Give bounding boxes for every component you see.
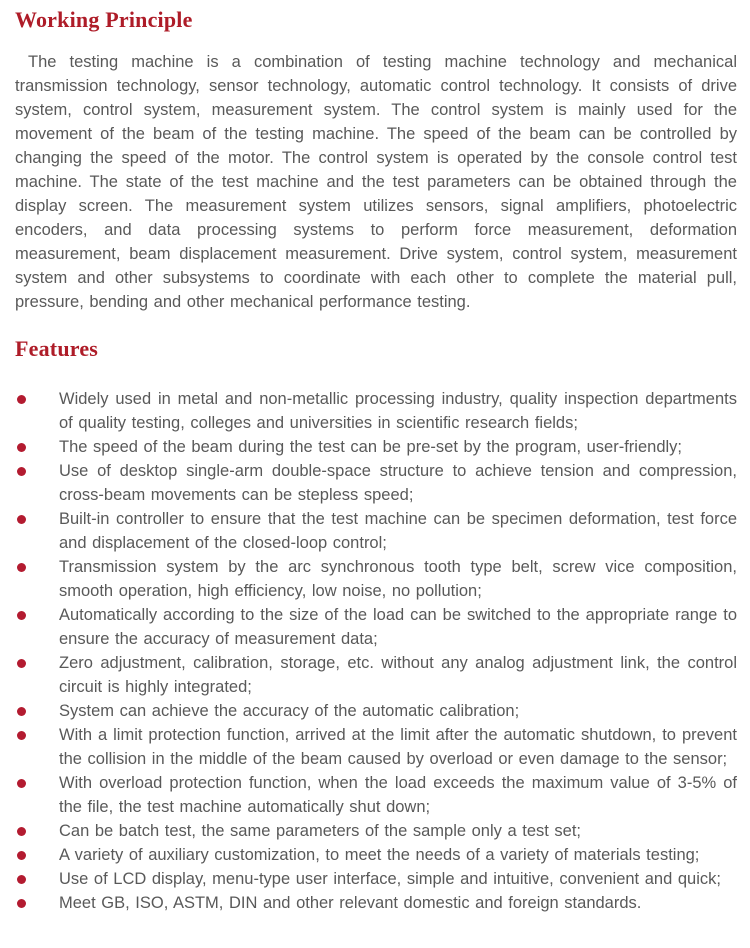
feature-item [15, 603, 737, 651]
bullet-icon [17, 851, 26, 860]
feature-item-text: Built-in controller to ensure that the test machine can be specimen deformation, test force and displacement of the closed-loop control; [59, 510, 737, 552]
feature-item-text: With a limit protection function, arrived at the limit after the automatic shutdown, to prevent the collision in the middle of the beam caused by overload or even damage to the sensor; [59, 726, 737, 768]
features-heading: Features [15, 336, 99, 361]
feature-item [15, 387, 737, 435]
feature-item-text: Use of LCD display, menu-type user interface, simple and intuitive, convenient and quick; [59, 870, 721, 888]
feature-item [15, 891, 737, 915]
feature-item [15, 723, 737, 771]
feature-item-text: Widely used in metal and non-metallic processing industry, quality inspection departments of quality testing, colleges and universities in scientific research fields; [59, 390, 737, 432]
feature-item-text: System can achieve the accuracy of the automatic calibration; [59, 702, 520, 720]
working-principle-heading: Working Principle [15, 7, 193, 32]
bullet-icon [17, 611, 26, 620]
feature-item-text: Meet GB, ISO, ASTM, DIN and other relevant domestic and foreign standards. [59, 894, 642, 912]
feature-item-text: Transmission system by the arc synchronous tooth type belt, screw vice composition, smooth operation, high efficiency, low noise, no pollution; [59, 558, 737, 600]
feature-item [15, 771, 737, 819]
feature-item-text: Automatically according to the size of the load can be switched to the appropriate range to ensure the accuracy of measurement data; [59, 606, 737, 648]
bullet-icon [17, 731, 26, 740]
bullet-icon [17, 875, 26, 884]
bullet-icon [17, 659, 26, 668]
feature-item [15, 651, 737, 699]
feature-item [15, 843, 737, 867]
bullet-icon [17, 443, 26, 452]
bullet-icon [17, 707, 26, 716]
bullet-icon [17, 515, 26, 524]
feature-item [15, 435, 737, 459]
bullet-icon [17, 563, 26, 572]
bullet-icon [17, 779, 26, 788]
feature-item-text: Can be batch test, the same parameters of the sample only a test set; [59, 822, 582, 840]
bullet-icon [17, 899, 26, 908]
feature-item-text: A variety of auxiliary customization, to meet the needs of a variety of materials testing; [59, 846, 700, 864]
feature-item [15, 699, 737, 723]
features-list [15, 387, 737, 915]
feature-item [15, 555, 737, 603]
feature-item-text: With overload protection function, when the load exceeds the maximum value of 3-5% of the file, the test machine automatically shut down; [59, 774, 737, 816]
feature-item [15, 507, 737, 555]
feature-item-text: Zero adjustment, calibration, storage, etc. without any analog adjustment link, the control circuit is highly integrated; [59, 654, 737, 696]
feature-item [15, 867, 737, 891]
feature-item [15, 819, 737, 843]
feature-item-text: Use of desktop single-arm double-space structure to achieve tension and compression, cross-beam movements can be stepless speed; [59, 462, 737, 504]
feature-item-text: The speed of the beam during the test can be pre-set by the program, user-friendly; [59, 438, 683, 456]
feature-item [15, 459, 737, 507]
bullet-icon [17, 395, 26, 404]
bullet-icon [17, 467, 26, 476]
working-principle-paragraph: The testing machine is a combination of testing machine technology and mechanical transmission technology, sensor technology, automatic control technology. It consists of drive system, control system, measurement system. The control system is mainly used for the movement of the beam of the testing machine. The speed of the beam can be controlled by changing the speed of the motor. The control system is operated by the console control test machine. The state of the test machine and the test parameters can be obtained through the display screen. The measurement system utilizes sensors, signal amplifiers, photoelectric encoders, and data processing systems to perform force measurement, deformation measurement, beam displacement measurement. Drive system, control system, measurement system and other subsystems to coordinate with each other to complete the material pull, pressure, bending and other mechanical performance testing. [15, 53, 737, 311]
bullet-icon [17, 827, 26, 836]
